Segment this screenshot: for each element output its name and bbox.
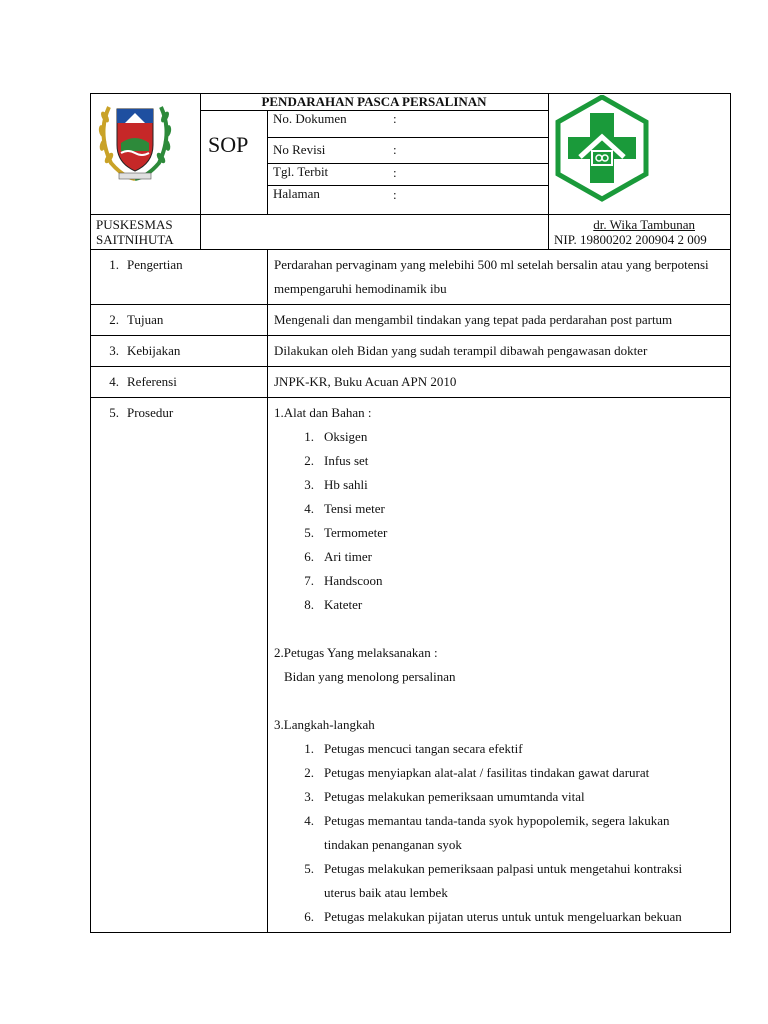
row-label: 3. Kebijakan xyxy=(91,336,268,367)
list-item: 2. Infus set xyxy=(304,453,369,468)
signer-name: dr. Wika Tambunan xyxy=(593,217,695,232)
list-item: 3. Hb sahli xyxy=(304,477,368,492)
row-content: JNPK-KR, Buku Acuan APN 2010 xyxy=(268,367,731,398)
sop-header xyxy=(90,93,730,249)
field-label-tgl-terbit: Tgl. Terbit xyxy=(273,164,329,179)
alat-title: 1.Alat dan Bahan : xyxy=(274,405,372,420)
alat-list xyxy=(274,425,726,617)
list-item: 7. Handscoon xyxy=(304,573,383,588)
row-content: Perdarahan pervaginam yang melebihi 500 ml setelah bersalin atau yang berpotensi mempengaruhi hemodinamik ibu xyxy=(268,250,731,305)
field-label-no-revisi: No Revisi xyxy=(273,142,326,157)
document-title: PENDARAHAN PASCA PERSALINAN xyxy=(261,94,487,109)
row-label: 4. Referensi xyxy=(91,367,268,398)
row-label: 2. Tujuan xyxy=(91,305,268,336)
list-item: 1. Petugas mencuci tangan secara efektif xyxy=(304,741,523,756)
table-row xyxy=(91,367,731,398)
regional-emblem-icon xyxy=(95,93,175,185)
list-item: 6. Ari timer xyxy=(304,549,373,564)
petugas-text: Bidan yang menolong persalinan xyxy=(284,669,456,684)
petugas-title: 2.Petugas Yang melaksanakan : xyxy=(274,645,438,660)
signer-nip: NIP. 19800202 200904 2 009 xyxy=(554,232,707,247)
org-name-line2: SAITNIHUTA xyxy=(96,232,174,247)
table-row xyxy=(91,305,731,336)
field-label-no-dokumen: No. Dokumen xyxy=(273,111,347,126)
list-item: 4. Petugas memantau tanda-tanda syok hypopolemik, segera lakukan tindakan penanganan syok xyxy=(304,813,670,852)
sop-content-table xyxy=(90,249,731,933)
table-row xyxy=(91,336,731,367)
langkah-list xyxy=(274,737,726,929)
prosedur-content xyxy=(268,398,731,933)
row-content: Dilakukan oleh Bidan yang sudah terampil dibawah pengawasan dokter xyxy=(268,336,731,367)
list-item: 4. Tensi meter xyxy=(304,501,385,516)
list-item: 5. Termometer xyxy=(304,525,388,540)
field-sep: : xyxy=(393,187,397,202)
sop-label: SOP xyxy=(208,132,249,157)
table-row xyxy=(91,250,731,305)
list-item: 8. Kateter xyxy=(304,597,363,612)
field-sep: : xyxy=(393,142,397,157)
table-row xyxy=(91,398,731,933)
field-label-halaman: Halaman xyxy=(273,186,320,201)
row-content: Mengenali dan mengambil tindakan yang tepat pada perdarahan post partum xyxy=(268,305,731,336)
org-name-line1: PUSKESMAS xyxy=(96,217,173,232)
list-item: 1. Oksigen xyxy=(304,429,368,444)
list-item: 6. Petugas melakukan pijatan uterus untuk untuk mengeluarkan bekuan xyxy=(304,909,682,924)
row-label: 5. Prosedur xyxy=(91,398,268,933)
list-item: 3. Petugas melakukan pemeriksaan umumtanda vital xyxy=(304,789,585,804)
puskesmas-logo-icon xyxy=(552,95,652,203)
list-item: 5. Petugas melakukan pemeriksaan palpasi untuk mengetahui kontraksi uterus baik atau lembek xyxy=(304,861,683,900)
list-item: 2. Petugas menyiapkan alat-alat / fasilitas tindakan gawat darurat xyxy=(304,765,650,780)
langkah-title: 3.Langkah-langkah xyxy=(274,717,375,732)
field-sep: : xyxy=(393,165,397,180)
row-label: 1. Pengertian xyxy=(91,250,268,305)
field-sep: : xyxy=(393,111,397,126)
